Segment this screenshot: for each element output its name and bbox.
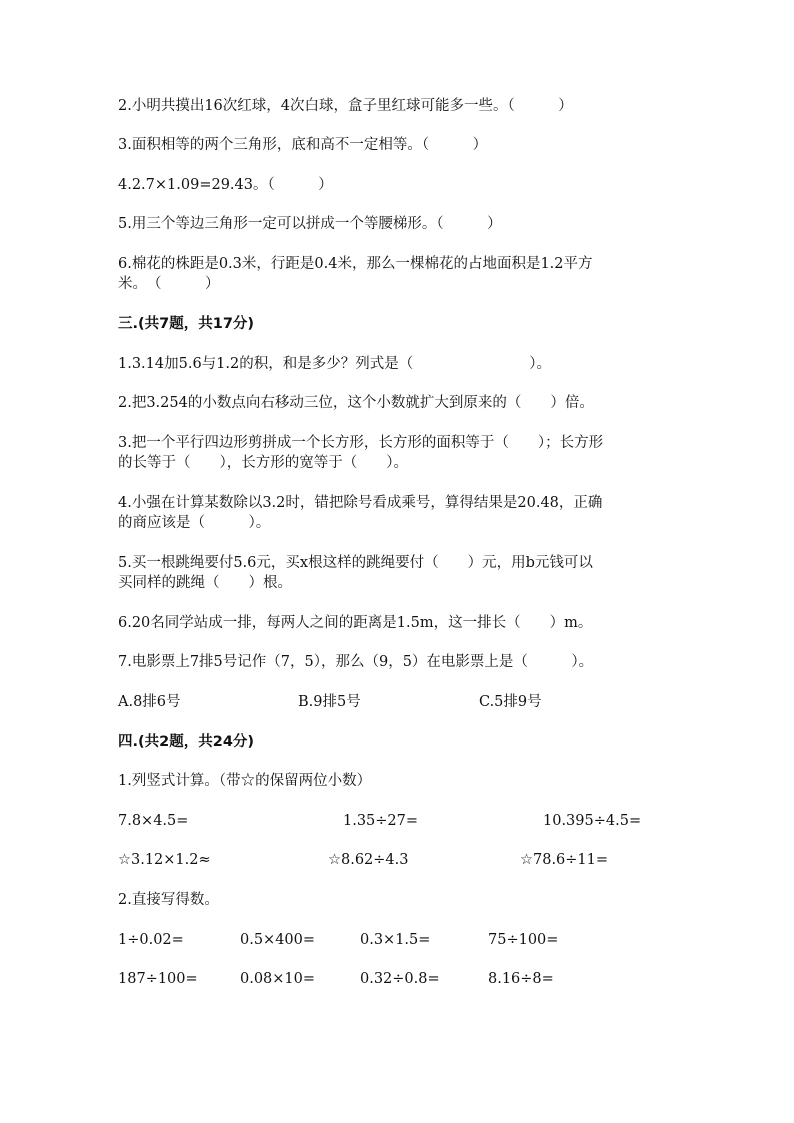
question-3-4-line1: 4.小强在计算某数除以3.2时，错把除号看成乘号，算得结果是20.48，正确 — [118, 495, 603, 511]
question-3-6: 6.20名同学站成一排，每两人之间的距离是1.5m，这一排长（ ）m。 — [118, 615, 593, 631]
oral-calc-item: 0.5×400= — [240, 932, 316, 948]
question-3-2: 2.把3.254的小数点向右移动三位，这个小数就扩大到原来的（ ）倍。 — [118, 395, 594, 411]
calc-item: 10.395÷4.5= — [543, 813, 642, 829]
oral-calc-item: 0.08×10= — [240, 971, 316, 987]
calc-item: ☆8.62÷4.3 — [328, 852, 409, 868]
section-4-heading: 四.(共2题，共24分) — [118, 734, 255, 750]
option-c: C.5排9号 — [479, 694, 542, 710]
question-2-6-line2: 米。 （ ） — [118, 276, 220, 292]
question-2-5: 5.用三个等边三角形一定可以拼成一个等腰梯形。（ ） — [118, 216, 502, 232]
question-3-1: 1.3.14加5.6与1.2的积，和是多少？列式是（ ）。 — [118, 356, 551, 372]
oral-calc-item: 0.32÷0.8= — [360, 971, 440, 987]
oral-calc-item: 187÷100= — [118, 971, 198, 987]
calc-item: 1.35÷27= — [343, 813, 419, 829]
question-4-1-title: 1.列竖式计算。（带☆的保留两位小数） — [118, 773, 372, 789]
question-3-3-line1: 3.把一个平行四边形剪拼成一个长方形，长方形的面积等于（ ）；长方形 — [118, 435, 604, 451]
calc-item: ☆3.12×1.2≈ — [118, 852, 211, 868]
oral-calc-item: 8.16÷8= — [488, 971, 554, 987]
question-3-7: 7.电影票上7排5号记作（7，5），那么（9，5）在电影票上是（ ）。 — [118, 654, 594, 670]
option-b: B.9排5号 — [298, 694, 361, 710]
question-2-3: 3.面积相等的两个三角形，底和高不一定相等。（ ） — [118, 137, 488, 153]
question-3-3-line2: 的长等于（ ），长方形的宽等于（ ）。 — [118, 455, 408, 471]
question-2-4: 4.2.7×1.09=29.43。（ ） — [118, 177, 333, 193]
section-3-heading: 三.(共7题，共17分) — [118, 316, 255, 332]
question-4-2-title: 2.直接写得数。 — [118, 892, 219, 908]
question-2-6-line1: 6.棉花的株距是0.3米，行距是0.4米，那么一棵棉花的占地面积是1.2平方 — [118, 256, 593, 272]
question-2-2: 2.小明共摸出16次红球，4次白球，盒子里红球可能多一些。（ ） — [118, 98, 573, 114]
oral-calc-item: 0.3×1.5= — [360, 932, 431, 948]
question-3-5-line1: 5.买一根跳绳要付5.6元，买x根这样的跳绳要付（ ）元，用b元钱可以 — [118, 555, 593, 571]
question-3-5-line2: 买同样的跳绳（ ）根。 — [118, 575, 292, 591]
option-a: A.8排6号 — [118, 694, 181, 710]
oral-calc-item: 75÷100= — [488, 932, 559, 948]
calc-item: ☆78.6÷11= — [520, 852, 609, 868]
question-3-4-line2: 的商应该是（ ）。 — [118, 515, 271, 531]
oral-calc-item: 1÷0.02= — [118, 932, 184, 948]
calc-item: 7.8×4.5= — [118, 813, 189, 829]
